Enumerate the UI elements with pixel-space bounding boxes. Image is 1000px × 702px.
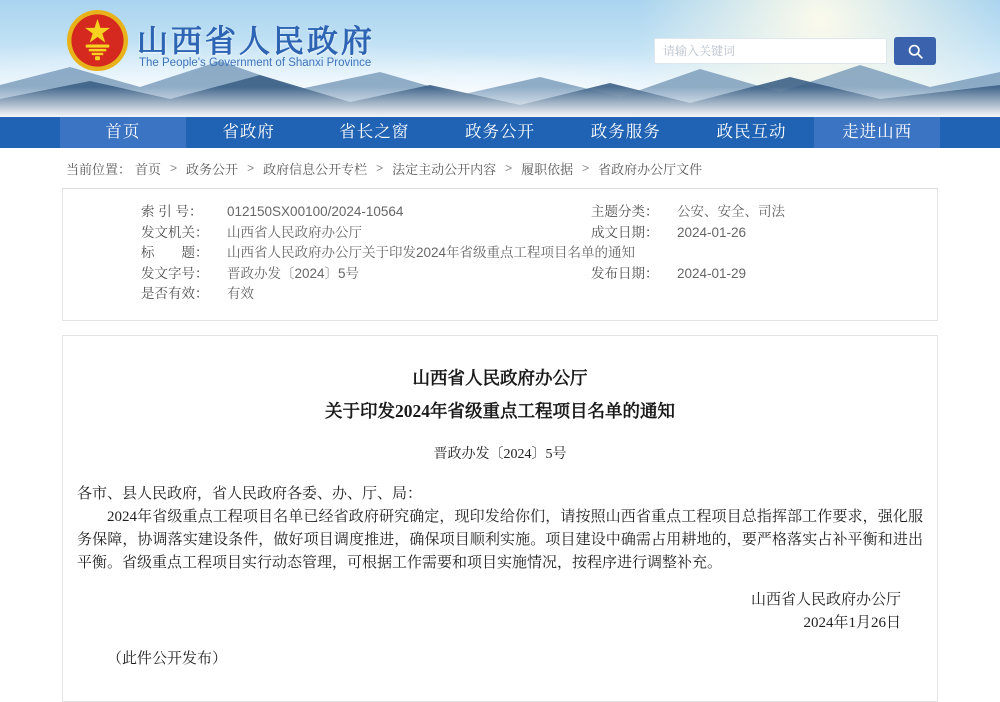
meta-label: 成文日期： <box>591 224 659 240</box>
meta-row-validity <box>63 284 937 305</box>
search-bar <box>654 37 936 65</box>
meta-label: 主题分类： <box>591 204 659 219</box>
meta-row-title <box>63 243 937 264</box>
breadcrumb-item-disclosure[interactable]: 政务公开 <box>186 161 239 177</box>
document-meta-panel <box>62 188 938 321</box>
document-title-line1: 山西省人民政府办公厅 <box>412 367 588 388</box>
breadcrumb-separator: > <box>247 161 255 175</box>
nav-item-provincial-government[interactable]: 省政府 <box>222 123 275 141</box>
breadcrumb-separator: > <box>170 161 178 175</box>
breadcrumb-item-duty-basis[interactable]: 履职依据 <box>521 161 574 177</box>
document-signature <box>77 589 923 635</box>
meta-value-topic-category: 公安、安全、司法 <box>677 204 785 219</box>
nav-item-government-affairs-disclosure[interactable]: 政务公开 <box>465 123 536 141</box>
document-content-panel <box>62 335 938 702</box>
site-subtitle: The People's Government of Shanxi Province <box>139 57 372 69</box>
meta-label: 标 题： <box>141 245 209 260</box>
breadcrumb-item-office-documents[interactable]: 省政府办公厅文件 <box>598 161 703 177</box>
meta-row-index-number <box>63 202 937 223</box>
panel-gap <box>0 321 1000 335</box>
meta-row-document-number <box>63 264 937 285</box>
breadcrumb-separator: > <box>505 161 513 175</box>
breadcrumb-item-statutory-content[interactable]: 法定主动公开内容 <box>392 161 497 177</box>
meta-value-written-date: 2024-01-26 <box>677 224 747 240</box>
breadcrumb <box>0 148 1000 188</box>
nav-item-government-services[interactable]: 政务服务 <box>590 123 661 141</box>
nav-item-discover-shanxi[interactable]: 走进山西 <box>814 117 940 148</box>
nav-item-public-interaction[interactable]: 政民互动 <box>716 123 787 141</box>
document-footnote: （此件公开发布） <box>107 650 228 667</box>
meta-value-validity: 有效 <box>227 286 254 301</box>
main-nav <box>0 117 1000 148</box>
meta-value-issuing-agency: 山西省人民政府办公厅 <box>227 224 362 240</box>
meta-value-document-number: 晋政办发〔2024〕5号 <box>227 265 360 281</box>
site-title: 山西省人民政府 <box>137 24 375 59</box>
meta-label: 索 引 号： <box>141 204 203 219</box>
meta-row-issuing-agency <box>63 223 937 244</box>
search-input[interactable] <box>654 38 887 64</box>
breadcrumb-prefix: 当前位置： <box>66 161 132 177</box>
meta-value-publish-date: 2024-01-29 <box>677 265 747 281</box>
breadcrumb-separator: > <box>376 161 384 175</box>
meta-value-title: 山西省人民政府办公厅关于印发2024年省级重点工程项目名单的通知 <box>227 245 636 260</box>
nav-item-governor-window[interactable]: 省长之窗 <box>339 123 410 141</box>
breadcrumb-separator: > <box>582 161 590 175</box>
search-icon <box>907 43 924 60</box>
document-title-line2: 关于印发2024年省级重点工程项目名单的通知 <box>325 400 675 421</box>
signature-date: 2024年1月26日 <box>803 614 901 631</box>
meta-label: 是否有效： <box>141 286 209 301</box>
meta-label: 发文字号： <box>141 265 209 281</box>
meta-value-index-number: 012150SX00100/2024-10564 <box>227 204 404 219</box>
meta-label: 发布日期： <box>591 265 659 281</box>
signature-organization: 山西省人民政府办公厅 <box>750 591 901 608</box>
breadcrumb-item-info-column[interactable]: 政府信息公开专栏 <box>263 161 368 177</box>
nav-item-home[interactable]: 首页 <box>60 117 186 148</box>
site-header <box>0 0 1000 117</box>
document-reference-number: 晋政办发〔2024〕5号 <box>433 446 567 462</box>
meta-label: 发文机关： <box>141 224 209 240</box>
document-paragraph: 2024年省级重点工程项目名单已经省政府研究确定，现印发给你们，请按照山西省重点工程项目总指挥部工作要求，强化服务保障，协调落实建设条件，做好项目调度推进，确保项目顺利实施。项目建设中确需占用耕地的，要严格落实占补平衡和进出平衡。省级重点工程项目实行动态管理，可根据工作需要和项目实施情况，按程序进行调整补充。 <box>77 508 923 571</box>
document-salutation: 各市、县人民政府，省人民政府各委、办、厅、局： <box>77 485 423 502</box>
breadcrumb-item-home[interactable]: 首页 <box>135 161 162 177</box>
national-emblem-logo <box>66 9 129 72</box>
search-button[interactable] <box>894 37 936 65</box>
